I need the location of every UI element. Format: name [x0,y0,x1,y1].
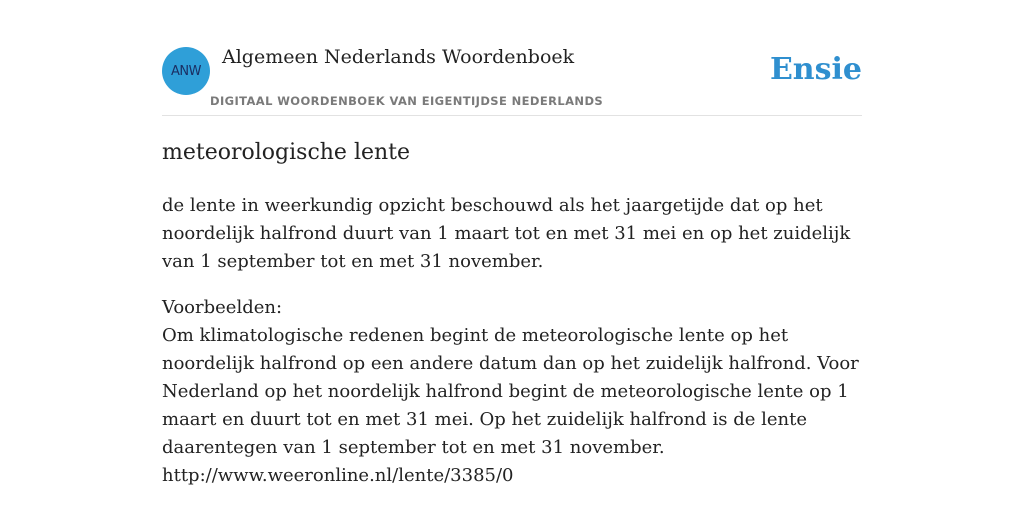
entry-definition: de lente in weerkundig opzicht beschouwd als het jaargetijde dat op het noordelijk halfrond duurt van 1 maart tot en met 31 mei en op het zuidelijk van 1 september tot en met 31 november. [162,195,851,272]
entry-content [162,192,862,490]
example-text: Om klimatologische redenen begint de meteorologische lente op het noordelijk halfrond op een andere datum dan op het zuidelijk halfrond. Voor Nederland op het noordelijk halfrond begint de meteorologische lente op 1 maart en duurt tot en met 31 mei. Op het zuidelijk halfrond is de lente daarentegen van 1 september tot en met 31 november. [162,325,859,458]
anw-logo[interactable] [162,47,210,95]
dictionary-subtitle: DIGITAAL WOORDENBOEK VAN EIGENTIJDSE NEDERLANDS [210,94,604,108]
logo-text: ANW [171,63,201,79]
ensie-brand-link[interactable]: Ensie [769,52,862,87]
examples-block [162,294,862,490]
dictionary-title[interactable]: Algemeen Nederlands Woordenboek [222,46,575,68]
source-url: http://www.weeronline.nl/lente/3385/0 [162,465,514,486]
entry-term: meteorologische lente [162,140,411,165]
examples-label: Voorbeelden: [162,297,283,318]
header-divider [162,115,862,116]
